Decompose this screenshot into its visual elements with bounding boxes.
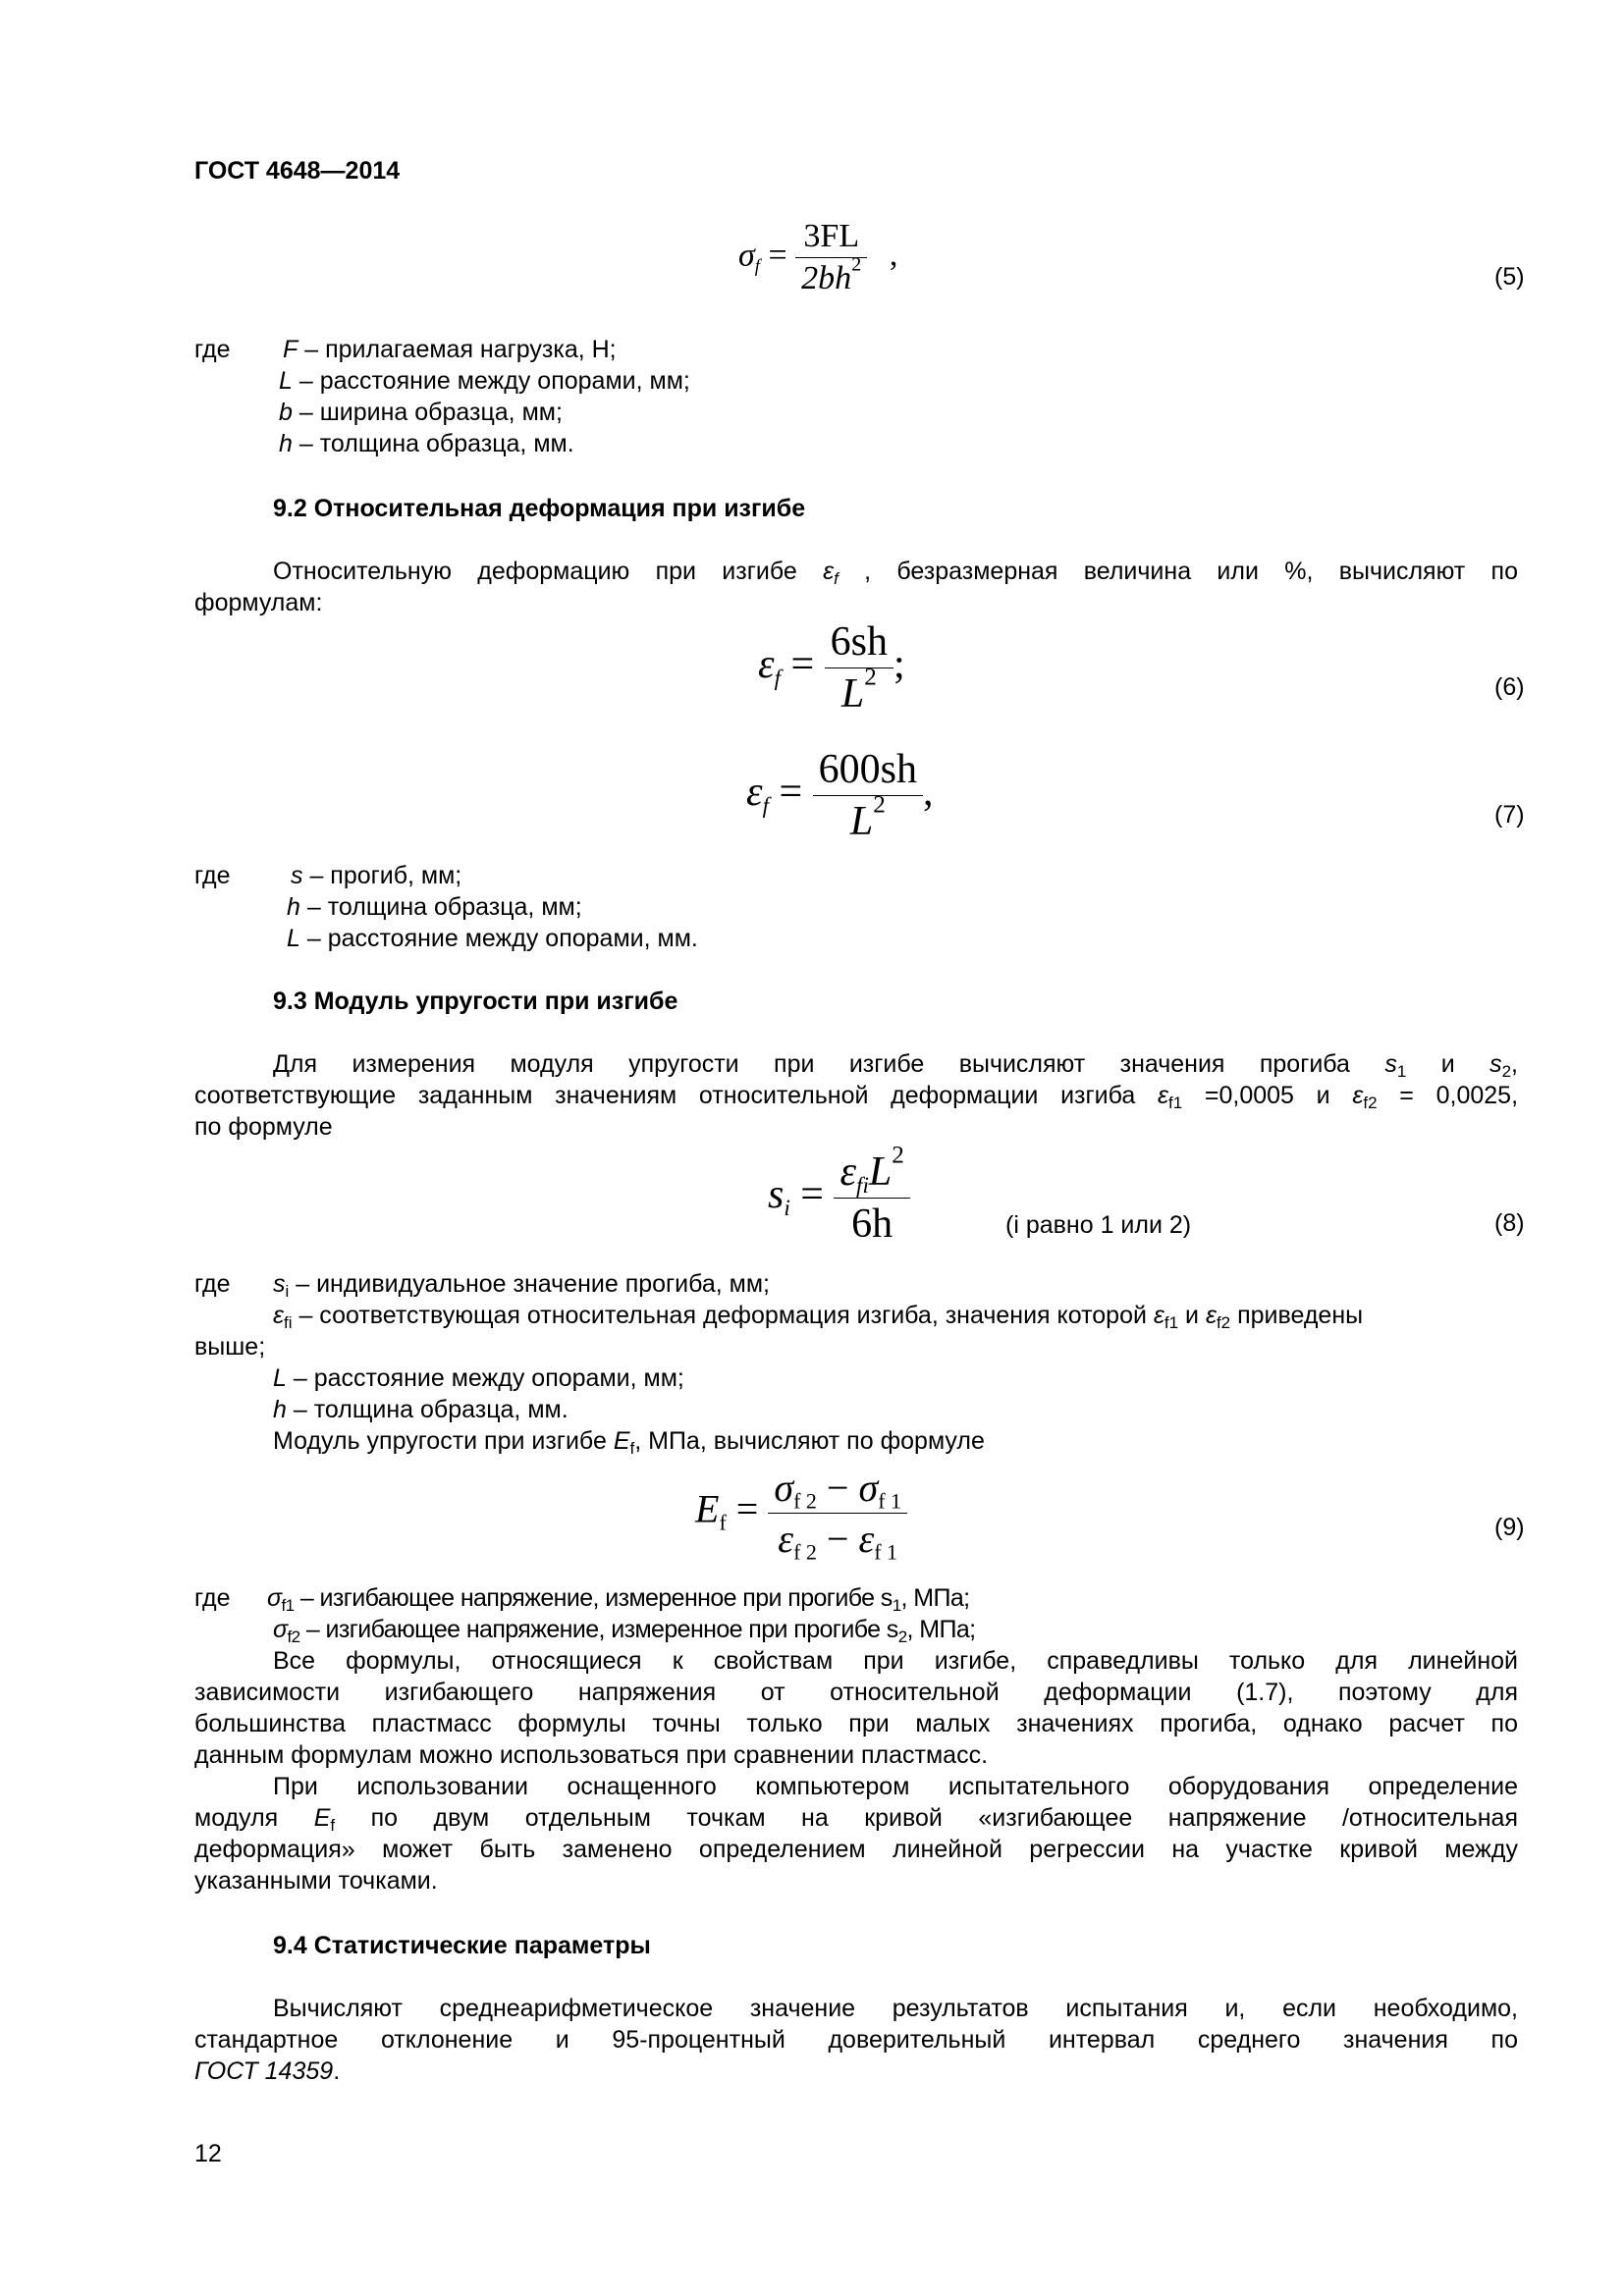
formula-7-number: (7)	[1494, 801, 1525, 828]
where-9-item: $\sigma_{f1}$ – изгибающее напряжение, измеренное при прогибе $s_1$, МПа;	[267, 1584, 970, 1615]
where-8-item-cont: выше;	[194, 1333, 266, 1361]
section-9-4-title: 9.4 Статистические параметры	[273, 1932, 651, 1959]
section-9-4-p1-line: Вычисляют среднеарифметическое значение результатов испытания и, если необходимо,	[273, 1995, 1518, 2022]
section-9-3-p1-line1: Для измерения модуля упругости при изгибе вычисляют значения прогиба $s_1$ и $s_2$,	[273, 1050, 1518, 1081]
where-8-item: $\varepsilon_{fi}$ – соответствующая относительная деформация изгиба, значения которой $\varepsilon_{f1}$ и $\varepsilon_{f2}$ приведены	[273, 1302, 1364, 1332]
formula-8-number: (8)	[1494, 1209, 1525, 1237]
formula-5-lhs: σ	[738, 237, 755, 274]
formula-8-note: (i равно 1 или 2)	[1005, 1211, 1192, 1239]
section-9-3-p1-line3: по формуле	[194, 1113, 333, 1141]
formula-8-fraction: $\frac{\varepsilon fiL^2}{6h}$	[834, 1148, 909, 1248]
where-5-item: b – ширина образца, мм;	[279, 399, 563, 426]
section-9-3-p1-line2: соответствующие заданным значениям относительной деформации изгиба $\varepsilon_{f1} =0,0005$ и $\varepsilon_{f2} = 0,0025$,	[194, 1082, 1519, 1112]
where-5-item: L – расстояние между опорами, мм;	[279, 367, 690, 395]
formula-9: Ef = $\frac{\sigma f 2 - \sigma f 1}{\varepsilon f 2 - \varepsilon f 1}$	[695, 1465, 907, 1562]
section-9-2-title: 9.2 Относительная деформация при изгибе	[273, 495, 806, 522]
doc-header: ГОСТ 4648—2014	[194, 157, 401, 185]
where-67-item: s – прогиб, мм;	[291, 862, 462, 889]
formula-5-fraction: $\frac{3FL}{2bh^2}$	[795, 218, 867, 297]
formula-5-number: (5)	[1494, 263, 1525, 291]
where-67-item: L – расстояние между опорами, мм.	[287, 925, 698, 952]
where-5-item: F – прилагаемая нагрузка, Н;	[283, 336, 617, 363]
where-label-9: где	[194, 1584, 231, 1612]
where-9-item: $\sigma_{f2}$ – изгибающее напряжение, измеренное при прогибе $s_2$, МПа;	[273, 1616, 976, 1646]
section-9-3-p2-line: Все формулы, относящиеся к свойствам при изгибе, справедливы только для линейной	[273, 1647, 1518, 1675]
where-label-8: где	[194, 1270, 231, 1298]
formula-9-fraction: $\frac{\sigma f 2 - \sigma f 1}{\varepsilon f 2 - \varepsilon f 1}$	[768, 1465, 907, 1562]
where-label-67: где	[194, 862, 231, 889]
formula-6: εf = $\frac{6sh}{L^2}$ ;	[758, 619, 905, 717]
section-9-4-p1-line: ГОСТ 14359.	[194, 2057, 341, 2085]
section-9-3-p3-line: При использовании оснащенного компьютером испытательного оборудования определение	[273, 1773, 1518, 1800]
where-8-item: h – толщина образца, мм.	[273, 1396, 568, 1423]
formula-5: σf = $\frac{3FL}{2bh^2}$ ,	[738, 218, 898, 296]
formula-6-fraction: $\frac{6sh}{L^2}$	[825, 618, 893, 718]
page-number: 12	[194, 2140, 222, 2167]
where-8-item: $s_i$ – индивидуальное значение прогиба, мм;	[273, 1270, 770, 1301]
section-9-3-p3-line: модуля $E_f$ по двум отдельным точкам на кривой «изгибающее напряжение /относительная	[194, 1804, 1518, 1835]
section-9-3-p3-line: указанными точками.	[194, 1867, 438, 1895]
section-9-2-paragraph-line2: формулам:	[194, 589, 323, 616]
section-9-3-p2-line: большинства пластмасс формулы точны только при малых значениях прогиба, однако расчет по	[194, 1710, 1518, 1737]
section-9-2-paragraph: Относительную деформацию при изгибе $\varepsilon_f$ , безразмерная величина или %, вычисляют по	[273, 558, 1518, 588]
section-9-4-p1-line: стандартное отклонение и 95-процентный доверительный интервал среднего значения по	[194, 2026, 1518, 2054]
section-9-3-p2-line: данным формулам можно использоваться при сравнении пластмасс.	[194, 1741, 989, 1769]
where-5-item: h – толщина образца, мм.	[279, 430, 574, 457]
formula-9-number: (9)	[1494, 1514, 1525, 1541]
formula-6-number: (6)	[1494, 673, 1525, 701]
section-9-3-title: 9.3 Модуль упругости при изгибе	[273, 988, 678, 1015]
where-8-item: L – расстояние между опорами, мм;	[273, 1364, 684, 1392]
section-9-3-p3-line: деформация» может быть заменено определением линейной регрессии на участке кривой между	[194, 1836, 1518, 1863]
where-label-5: где	[194, 336, 231, 363]
formula-7: εf = $\frac{600sh}{L^2}$ ,	[746, 747, 934, 844]
modulus-intro: Модуль упругости при изгибе $E_f$, МПа, вычисляют по формуле	[273, 1427, 985, 1458]
formula-7-fraction: $\frac{600sh}{L^2}$	[813, 746, 923, 845]
section-9-3-p2-line: зависимости изгибающего напряжения от относительной деформации (1.7), поэтому для	[194, 1679, 1518, 1706]
formula-8: si = $\frac{\varepsilon fiL^2}{6h}$	[768, 1148, 910, 1248]
where-67-item: h – толщина образца, мм;	[287, 893, 582, 921]
